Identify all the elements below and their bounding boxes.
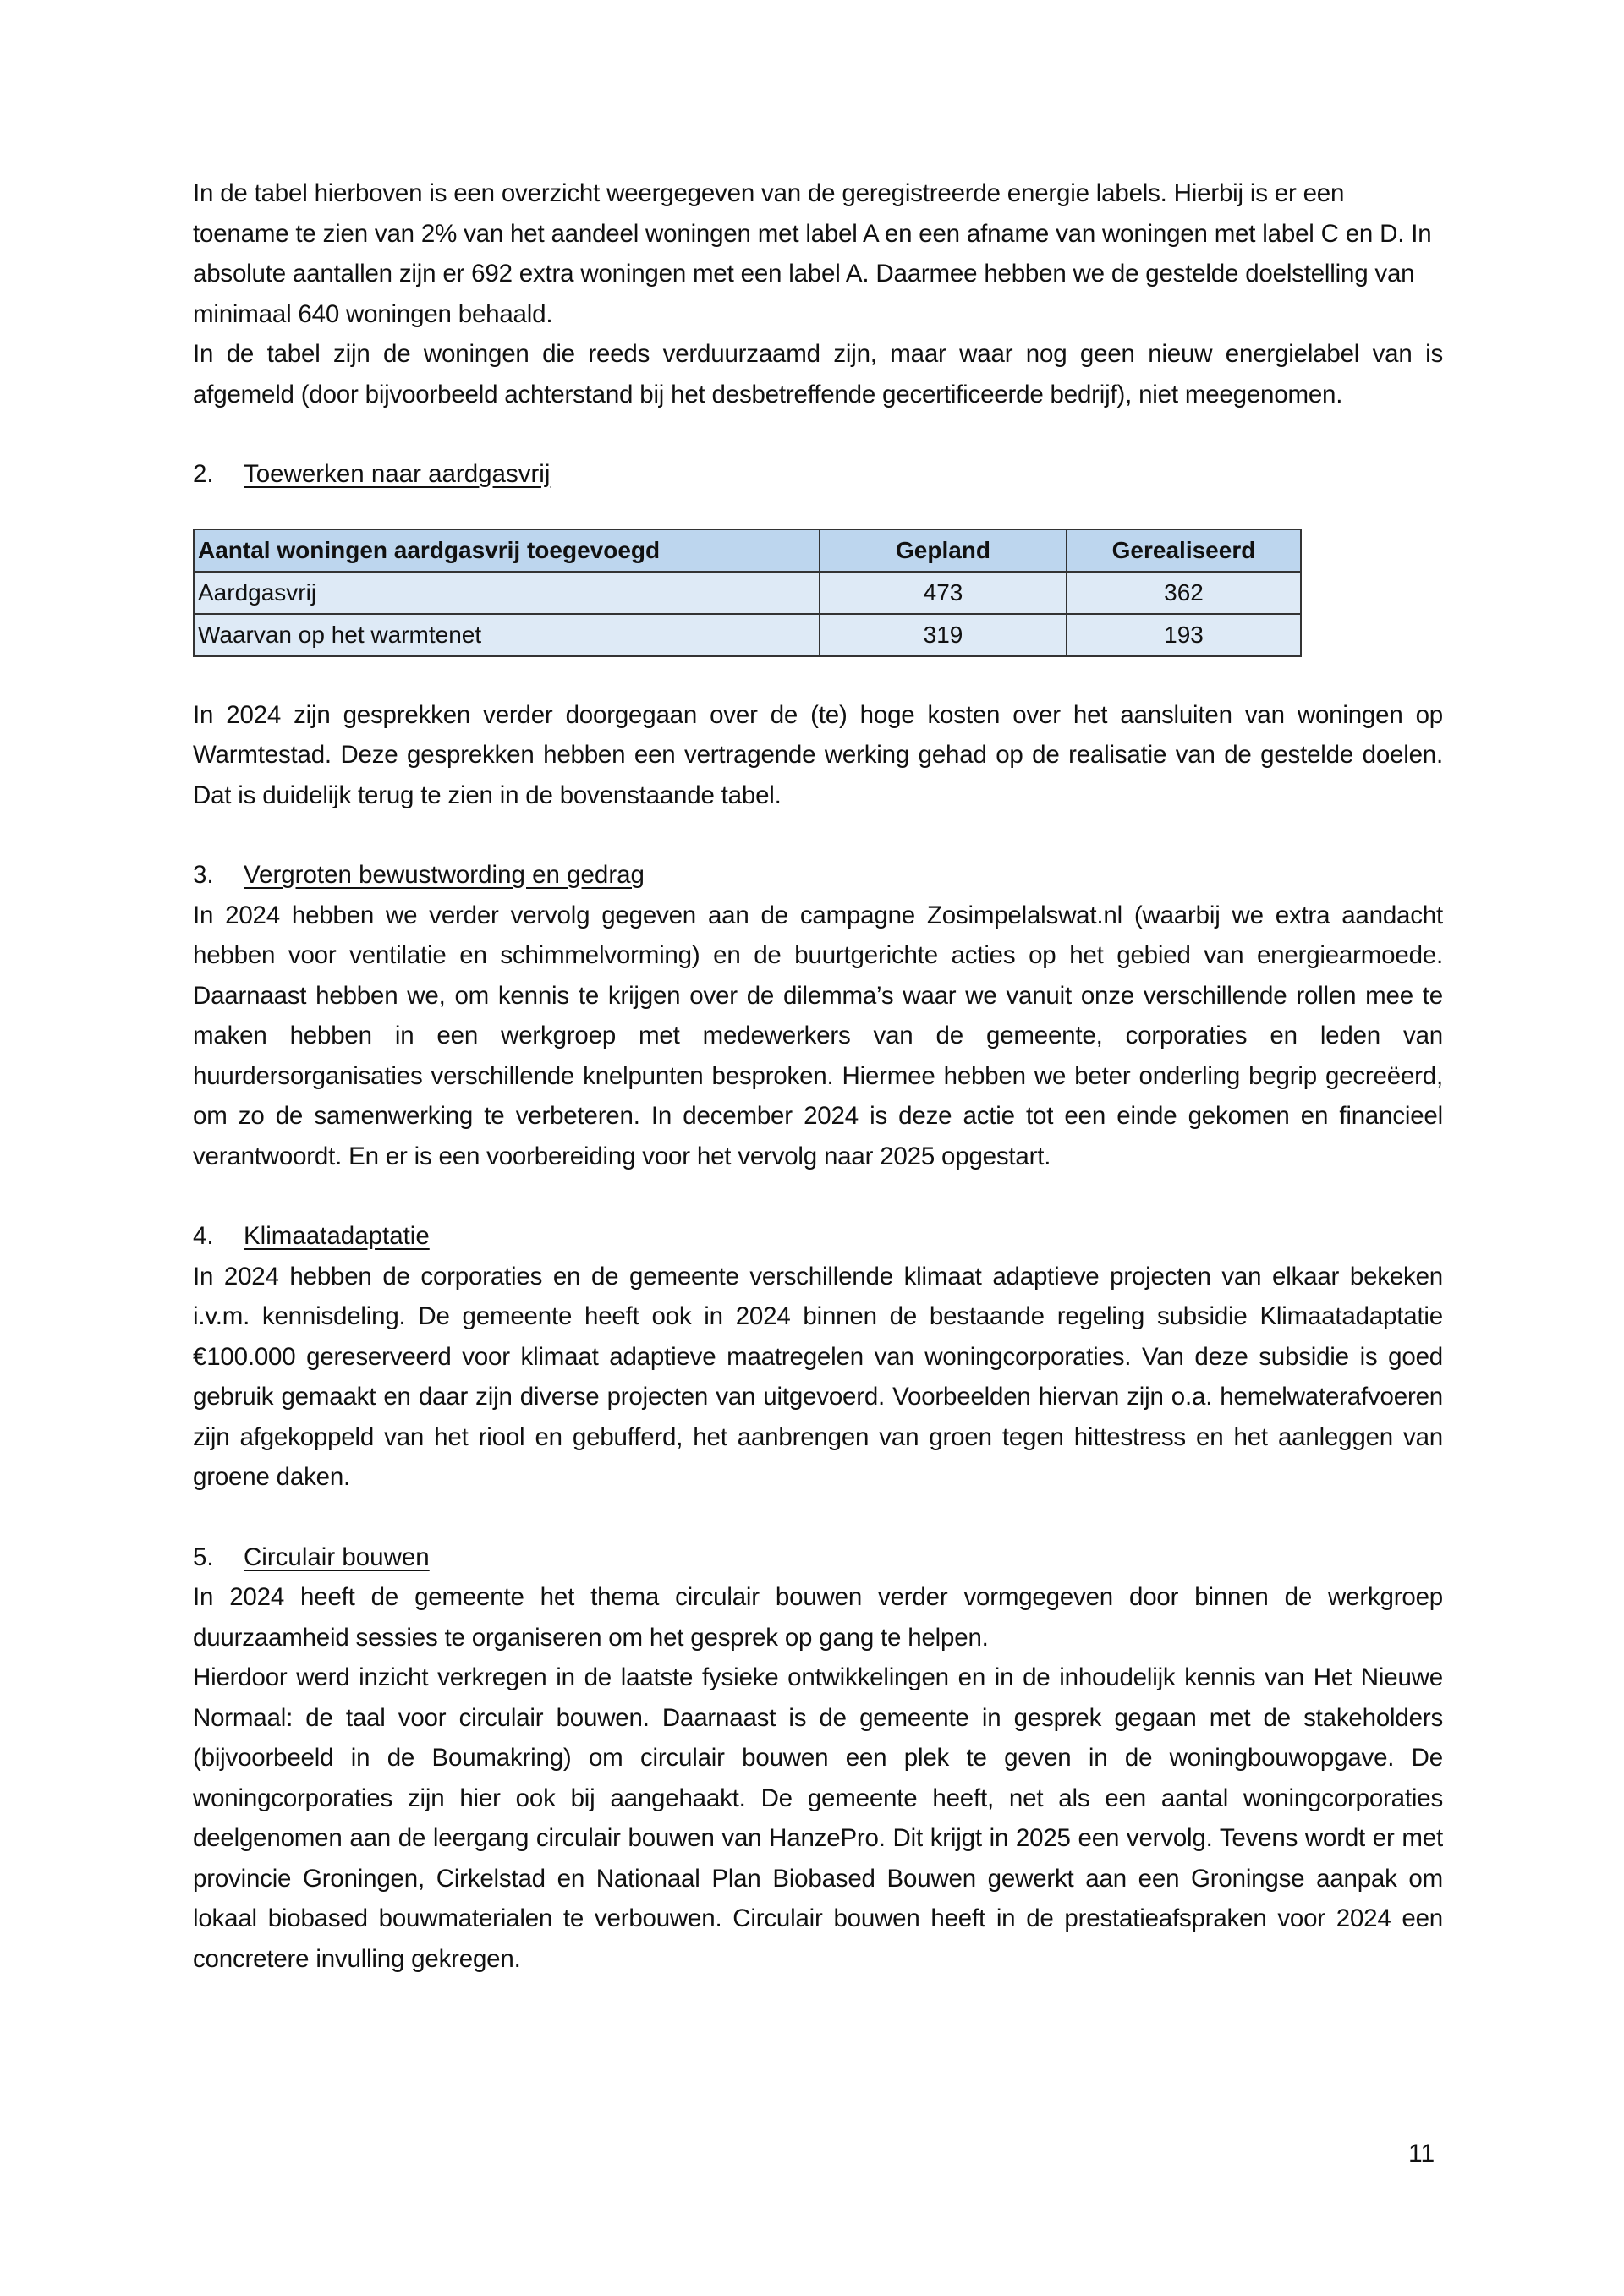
- planned-value: 319: [820, 614, 1067, 656]
- section-number: 2.: [193, 460, 214, 488]
- page-number: 11: [1408, 2140, 1435, 2167]
- planned-value: 473: [820, 572, 1067, 614]
- intro-paragraph-2: In de tabel zijn de woningen die reeds verduurzaamd zijn, maar waar nog geen nieuw energielabel van is afgemeld (door bijvoorbeeld achterstand bij het desbetreffende gecertificeerde bedrijf), niet meegenomen.: [193, 340, 1443, 408]
- section-4-heading: [193, 1216, 1443, 1257]
- section-number: 3.: [193, 861, 214, 889]
- section-title: Klimaatadaptatie: [244, 1222, 430, 1250]
- table-header-row: [194, 529, 1301, 572]
- section-4-body: In 2024 hebben de corporaties en de gemeente verschillende klimaat adaptieve projecten van elkaar bekeken i.v.m. kennisdeling. De gemeente heeft ook in 2024 binnen de bestaande regeling subsidie Klimaatadaptatie €100.000 gereserveerd voor klimaat adaptieve maatregelen van woningcorporaties. Van deze subsidie is goed gebruik gemaakt en daar zijn diverse projecten van uitgevoerd. Voorbeelden hiervan zijn o.a. hemelwaterafvoeren zijn afgekoppeld van het riool en gebufferd, het aanbrengen van groen tegen hittestress en het aanleggen van groene daken.: [193, 1262, 1443, 1491]
- section-5-body-1: In 2024 heeft de gemeente het thema circulair bouwen verder vormgegeven door binnen de werkgroep duurzaamheid sessies te organiseren om het gesprek op gang te helpen.: [193, 1583, 1443, 1652]
- section-3-heading: [193, 855, 1443, 896]
- section-number: 4.: [193, 1222, 214, 1250]
- realized-value: 193: [1067, 614, 1301, 656]
- document-page: [193, 173, 1443, 1979]
- section-number: 5.: [193, 1543, 214, 1571]
- row-label: Aardgasvrij: [194, 572, 820, 614]
- header-cell: Gepland: [820, 529, 1067, 572]
- header-cell: Aantal woningen aardgasvrij toegevoegd: [194, 529, 820, 572]
- section-5-body-2: Hierdoor werd inzicht verkregen in de laatste fysieke ontwikkelingen en in de inhoudelijk kennis van Het Nieuwe Normaal: de taal voor circulair bouwen. Daarnaast is de gemeente in gesprek gegaan met de stakeholders (bijvoorbeeld in de Boumakring) om circulair bouwen een plek te geven in de woningbouwopgave. De woningcorporaties zijn hier ook bij aangehaakt. De gemeente heeft, net als een aantal woningcorporaties deelgenomen aan de leergang circulair bouwen van HanzePro. Dit krijgt in 2025 een vervolg. Tevens wordt er met provincie Groningen, Cirkelstad en Nationaal Plan Biobased Bouwen gewerkt aan een Groningse aanpak om lokaal biobased bouwmaterialen te verbouwen. Circulair bouwen heeft in de prestatieafspraken voor 2024 een concretere invulling gekregen.: [193, 1663, 1443, 1973]
- table-row: [194, 572, 1301, 614]
- section-3-body: In 2024 hebben we verder vervolg gegeven aan de campagne Zosimpelalswat.nl (waarbij we extra aandacht hebben voor ventilatie en schimmelvorming) en de buurtgerichte acties op het gebied van energiearmoede. Daarnaast hebben we, om kennis te krijgen over de dilemma’s waar we vanuit onze verschillende rollen mee te maken hebben in een werkgroep met medewerkers van de gemeente, corporaties en leden van huurdersorganisaties verschillende knelpunten besproken. Hiermee hebben we beter onderling begrip gecreëerd, om zo de samenwerking te verbeteren. In december 2024 is deze actie tot een einde gekomen en financieel verantwoordt. En er is een voorbereiding voor het vervolg naar 2025 opgestart.: [193, 901, 1443, 1170]
- realized-value: 362: [1067, 572, 1301, 614]
- section-title: Circulair bouwen: [244, 1543, 430, 1571]
- section-2-heading: [193, 454, 1443, 495]
- row-label: Waarvan op het warmtenet: [194, 614, 820, 656]
- table-row: [194, 614, 1301, 656]
- section-title: Vergroten bewustwording en gedrag: [244, 861, 645, 889]
- section-title: Toewerken naar aardgasvrij: [244, 460, 551, 488]
- header-cell: Gerealiseerd: [1067, 529, 1301, 572]
- aardgasvrij-table: [193, 529, 1302, 657]
- intro-paragraph-1: In de tabel hierboven is een overzicht weergegeven van de geregistreerde energie labels. Hierbij is er een toename te zien van 2% van het aandeel woningen met label A en een afname van woningen met label C en D. In absolute aantallen zijn er 692 extra woningen met een label A. Daarmee hebben we de gestelde doelstelling van minimaal 640 woningen behaald.: [193, 179, 1432, 328]
- section-2-body: In 2024 zijn gesprekken verder doorgegaan over de (te) hoge kosten over het aansluiten van woningen op Warmtestad. Deze gesprekken hebben een vertragende werking gehad op de realisatie van de gestelde doelen. Dat is duidelijk terug te zien in de bovenstaande tabel.: [193, 700, 1443, 809]
- section-5-heading: [193, 1537, 1443, 1578]
